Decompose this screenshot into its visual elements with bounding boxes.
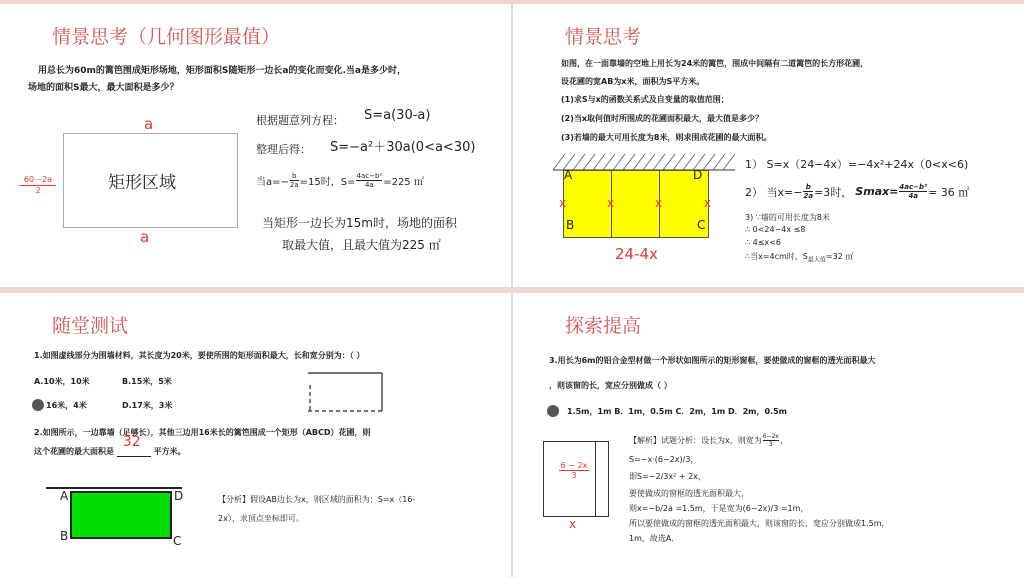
label-left-fraction	[20, 174, 56, 195]
ans2-frac2-num: 4ac−b²	[899, 183, 928, 191]
frac-num: 6 − 2x	[560, 461, 588, 470]
label-top-a: a	[144, 115, 154, 133]
analysis-line-1: 【分析】假设AB边长为x，则区域的面积为：S=x（16-	[218, 495, 416, 504]
option-c[interactable]: 16米，4米	[46, 401, 87, 410]
answer-2	[745, 183, 969, 200]
q2-line2-suffix: 平方米。	[153, 447, 186, 456]
eq3-prefix: 当a=−	[256, 177, 289, 188]
eq3-fraction	[290, 172, 299, 189]
x-mark-4: x	[704, 196, 712, 210]
wall-hatch	[549, 150, 739, 172]
sol1-prefix: 【解析】试题分析：设长为x，则宽为	[629, 436, 762, 445]
eq1-label: 根据题意列方程：	[256, 114, 344, 127]
conclusion-line-2: 取最大值，且最大值为225 ㎡	[282, 238, 441, 252]
label-bottom-a: a	[140, 228, 150, 246]
answer-1: 1） S=x（24−4x）=−4x²+24x（0<x<6)	[745, 158, 969, 171]
slide-2	[513, 0, 1024, 287]
question-line-1: 3.用长为6m的铝合金型材做一个形状如图所示的矩形窗框，要使做成的窗框的透光面积最大	[549, 356, 876, 365]
question-2-line-2	[34, 434, 186, 457]
garden-rectangle	[70, 491, 172, 539]
option-d[interactable]: D.17米，3米	[122, 401, 173, 410]
slide-header-bar	[513, 0, 1024, 4]
point-d: D	[174, 489, 184, 503]
answer-3-line-4	[745, 251, 853, 264]
point-c: C	[173, 534, 182, 548]
answer-value: 32	[122, 434, 141, 450]
ans2-smax: Smax=	[855, 185, 899, 198]
ans2-frac-den: 2a	[803, 192, 814, 200]
point-b: B	[60, 529, 69, 543]
slide-title: 探索提高	[565, 315, 642, 337]
option-a[interactable]: A.10米，10米	[34, 377, 90, 386]
eq1-value: S=a(30-a)	[364, 108, 431, 123]
eq3-fraction-2	[356, 172, 382, 189]
solution-line-1	[629, 433, 788, 448]
option-a-marker	[547, 405, 559, 417]
garden-rectangle	[563, 170, 712, 238]
ans2-suffix: = 36 ㎡	[928, 185, 970, 199]
solution-line-4: 要使做成的窗框的透光面积最大，	[629, 489, 749, 498]
problem-line-1: 如图，在一面靠墙的空地上用长为24米的篱笆，围成中间隔有二道篱笆的长方形花圃，	[561, 59, 869, 68]
point-d: D	[693, 168, 703, 182]
question-line-1: 用总长为60m的篱笆围成矩形场地，矩形面积S随矩形一边长a的变化而变化.当a是多少时，	[38, 66, 406, 76]
answer-3-line-2: ∴ 0<24−4x ≤8	[745, 225, 806, 234]
slide-1	[0, 0, 511, 287]
ans3-line4-suffix: =32 ㎡	[825, 252, 854, 261]
fraction-numerator: 60－2a	[20, 174, 56, 186]
solution-line-5: 则x=−b/2a =1.5m，于是宽为(6−2x)/3 =1m，	[629, 504, 809, 513]
eq2-value: S=−a²＋30a(0<a<30)	[330, 140, 476, 155]
slide-title: 随堂测试	[52, 315, 129, 337]
sol1-suffix: ，	[779, 436, 788, 445]
option-c-marker	[32, 399, 44, 411]
point-a: A	[60, 489, 69, 503]
ans3-line4-sub: 最大值	[807, 256, 826, 264]
eq3-mid: =15时，S=	[299, 177, 356, 188]
x-mark: x	[569, 517, 577, 531]
sol1-num: 6−2x	[762, 433, 779, 440]
options[interactable]: 1.5m，1m B．1m，0.5m C．2m，1m D．2m，0.5m	[567, 407, 787, 416]
question-2: (2)当x取何值时所围成的花圃面积最大，最大值是多少？	[561, 114, 764, 123]
analysis-line-2: 2x），求顶点坐标即可。	[218, 514, 304, 523]
ans2-mid: =3时，	[814, 185, 853, 199]
question-line-2: 场地的面积S最大，最大面积是多少？	[28, 83, 179, 93]
slide-header-bar	[0, 0, 511, 4]
eq3-frac2-num: 4ac−b²	[356, 172, 383, 180]
dashed-fence-diagram	[304, 369, 386, 415]
window-divider	[595, 441, 596, 517]
x-mark-1: x	[559, 196, 567, 210]
slide-title: 情景思考（几何图形最值）	[52, 26, 281, 48]
sol1-den: 3	[768, 441, 773, 448]
slide-4	[513, 289, 1024, 577]
frac-den: 3	[571, 471, 577, 480]
x-mark-3: x	[655, 196, 663, 210]
rect-label: 矩形区域	[108, 173, 176, 193]
question-line-2: ，则该窗的长，宽应分别做成（ ）	[549, 381, 672, 390]
answer-3-line-1: 3) ∵墙的可用长度为8米	[745, 213, 830, 222]
ans2-fraction-2	[899, 183, 927, 200]
conclusion-line-1: 当矩形一边长为15m时，场地的面积	[262, 216, 457, 230]
eq3	[256, 172, 424, 189]
eq3-suffix: =225 ㎡	[383, 177, 424, 188]
slide-header-bar	[0, 289, 511, 293]
slide-title: 情景思考	[565, 26, 642, 48]
solution-line-6: 所以要使做成的窗框的透光面积最大，则该窗的长，宽应分别做成1.5m，	[629, 519, 890, 528]
slide-header-bar	[513, 289, 1024, 293]
fraction-denominator: 2	[35, 186, 41, 195]
q2-line2-prefix: 这个花圃的最大面积是	[34, 447, 114, 456]
point-a: A	[564, 168, 573, 182]
question-2-line-1: 2.如图所示，一边靠墙（足够长），其他三边用16米长的篱笆围成一个矩形（ABCD）花圃，则	[34, 428, 371, 437]
problem-line-2: 设花圃的宽AB为x米，面积为S平方米。	[561, 77, 705, 86]
question-1: 1.如图虚线部分为围墙材料，其长度为20米，要使所围的矩形面积最大，长和宽分别为：（ ）	[34, 351, 365, 360]
ans2-prefix: 2） 当x=−	[745, 185, 803, 199]
ans2-frac-num: b	[803, 183, 813, 192]
slide-3	[0, 289, 511, 577]
solution-line-3: 即S=−2/3x² + 2x，	[629, 472, 706, 481]
bottom-length-label: 24-4x	[615, 245, 658, 263]
x-mark-2: x	[607, 196, 615, 210]
sol1-fraction	[763, 433, 779, 448]
eq2-label: 整理后得：	[256, 143, 311, 156]
answer-blank[interactable]	[117, 434, 151, 457]
ans2-fraction	[803, 183, 813, 200]
point-c: C	[697, 218, 706, 232]
solution-line-7: 1m，故选A.	[629, 534, 674, 543]
ans3-line4-prefix: ∴当x=4cm时，S	[745, 252, 808, 261]
ans2-frac2-den: 4a	[908, 192, 919, 200]
option-b[interactable]: B.15米，5米	[122, 377, 172, 386]
question-3: (3)若墙的最大可用长度为8米，则求围成花圃的最大面积。	[561, 133, 772, 142]
eq3-frac2-den: 4a	[364, 181, 374, 189]
point-b: B	[566, 218, 575, 232]
solution-line-2: S=−x·(6−2x)/3，	[629, 455, 699, 464]
window-fraction	[559, 461, 589, 480]
question-1: (1)求S与x的函数关系式及自变量的取值范围；	[561, 95, 729, 104]
eq3-frac-den: 2a	[289, 181, 299, 189]
answer-3-line-3: ∴ 4≤x<6	[745, 238, 781, 247]
eq3-frac-num: b	[290, 172, 299, 181]
